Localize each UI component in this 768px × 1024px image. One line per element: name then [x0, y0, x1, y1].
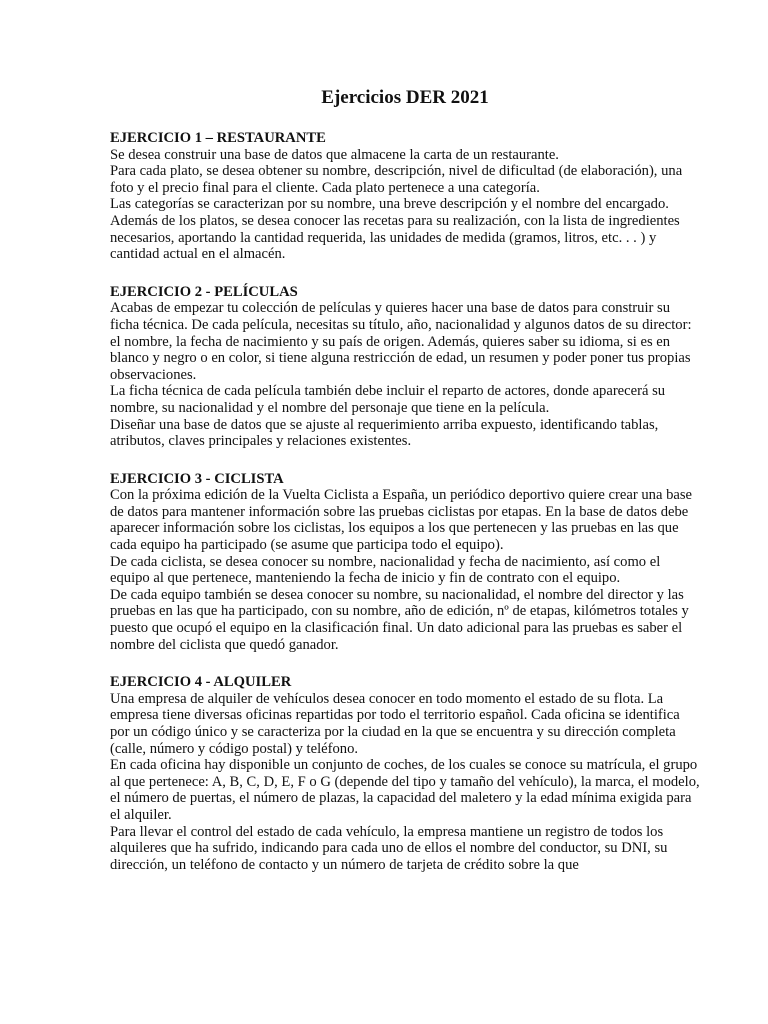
exercise-4-paragraph-1: Una empresa de alquiler de vehículos desea conocer en todo momento el estado de su flota. La empresa tiene diversas oficinas repartidas por todo el territorio español. Cada oficina se identifica por un código único y se caracteriza por la ciudad en la que se encuentra y su dirección completa (calle, número y código postal) y teléfono. [110, 690, 680, 757]
exercise-3-paragraph-2: De cada ciclista, se desea conocer su nombre, nacionalidad y fecha de nacimiento, así como el equipo al que pertenece, manteniendo la fecha de inicio y fin de contrato con el equipo. [110, 553, 661, 587]
exercise-3-paragraph-1: Con la próxima edición de la Vuelta Ciclista a España, un periódico deportivo quiere crear una base de datos para mantener información sobre las pruebas ciclistas por etapas. En la base de datos debe aparecer información sobre los ciclistas, los equipos a los que pertenecen y las pruebas en las que cada equipo ha participado (se asume que participa todo el equipo). [110, 487, 692, 554]
exercise-2-section [110, 284, 700, 450]
exercise-2-paragraph-3: Diseñar una base de datos que se ajuste al requerimiento arriba expuesto, identificando tablas, atributos, claves principales y relaciones existentes. [110, 416, 659, 450]
exercise-2-heading: EJERCICIO 2 - PELÍCULAS [110, 283, 298, 300]
exercise-2-paragraph-1: Acabas de empezar tu colección de películas y quieres hacer una base de datos para construir su ficha técnica. De cada película, necesitas su título, año, nacionalidad y algunos datos de su director: el nombre, la fecha de nacimiento y su país de origen. Además, quieres saber su idioma, si es en blanco y negro o en color, si tiene alguna restricción de edad, un resumen y poder poner tus propias observaciones. [110, 300, 692, 383]
document-title: Ejercicios DER 2021 [321, 87, 489, 108]
exercise-4-section [110, 674, 700, 873]
document-page [110, 86, 700, 894]
exercise-2-paragraph-2: La ficha técnica de cada película también debe incluir el reparto de actores, donde aparecerá su nombre, su nacionalidad y el nombre del personaje que tiene en la película. [110, 383, 666, 416]
exercise-3-heading: EJERCICIO 3 - CICLISTA [110, 470, 284, 487]
exercise-1-paragraph-1: Se desea construir una base de datos que almacene la carta de un restaurante. [110, 146, 559, 163]
exercise-1-paragraph-4: Además de los platos, se desea conocer las recetas para su realización, con la lista de ingredientes necesarios, aportando la cantidad requerida, las unidades de medida (gramos, litros, etc. . . ) y cantidad actual en el almacén. [110, 212, 680, 263]
exercise-3-section [110, 471, 700, 654]
exercise-4-paragraph-2: En cada oficina hay disponible un conjunto de coches, de los cuales se conoce su matrícula, el grupo al que pertenece: A, B, C, D, E, F o G (depende del tipo y tamaño del vehículo), la marca, el modelo, el número de puertas, el número de plazas, la capacidad del maletero y la edad mínima exigida para el alquiler. [110, 757, 700, 823]
exercise-4-heading: EJERCICIO 4 - ALQUILER [110, 674, 292, 691]
exercise-1-paragraph-3: Las categorías se caracterizan por su nombre, una breve descripción y el nombre del encargado. [110, 196, 669, 213]
exercise-3-paragraph-3: De cada equipo también se desea conocer su nombre, su nacionalidad, el nombre del director y las pruebas en las que ha participado, con su nombre, año de edición, nº de etapas, kilómetros totales y puesto que ocupó el equipo en la clasificación final. Un dato adicional para las pruebas es saber el nombre del ciclista que quedó ganador. [110, 586, 689, 653]
exercise-4-paragraph-3: Para llevar el control del estado de cada vehículo, la empresa mantiene un registro de todos los alquileres que ha sufrido, indicando para cada uno de ellos el nombre del conductor, su DNI, su dirección, un teléfono de contacto y un número de tarjeta de crédito sobre la que [110, 823, 668, 873]
exercise-1-heading: EJERCICIO 1 – RESTAURANTE [110, 130, 326, 146]
exercise-1-paragraph-2: Para cada plato, se desea obtener su nombre, descripción, nivel de dificultad (de elaboración), una foto y el precio final para el cliente. Cada plato pertenece a una categoría. [110, 163, 683, 196]
exercise-1-section [110, 130, 700, 263]
